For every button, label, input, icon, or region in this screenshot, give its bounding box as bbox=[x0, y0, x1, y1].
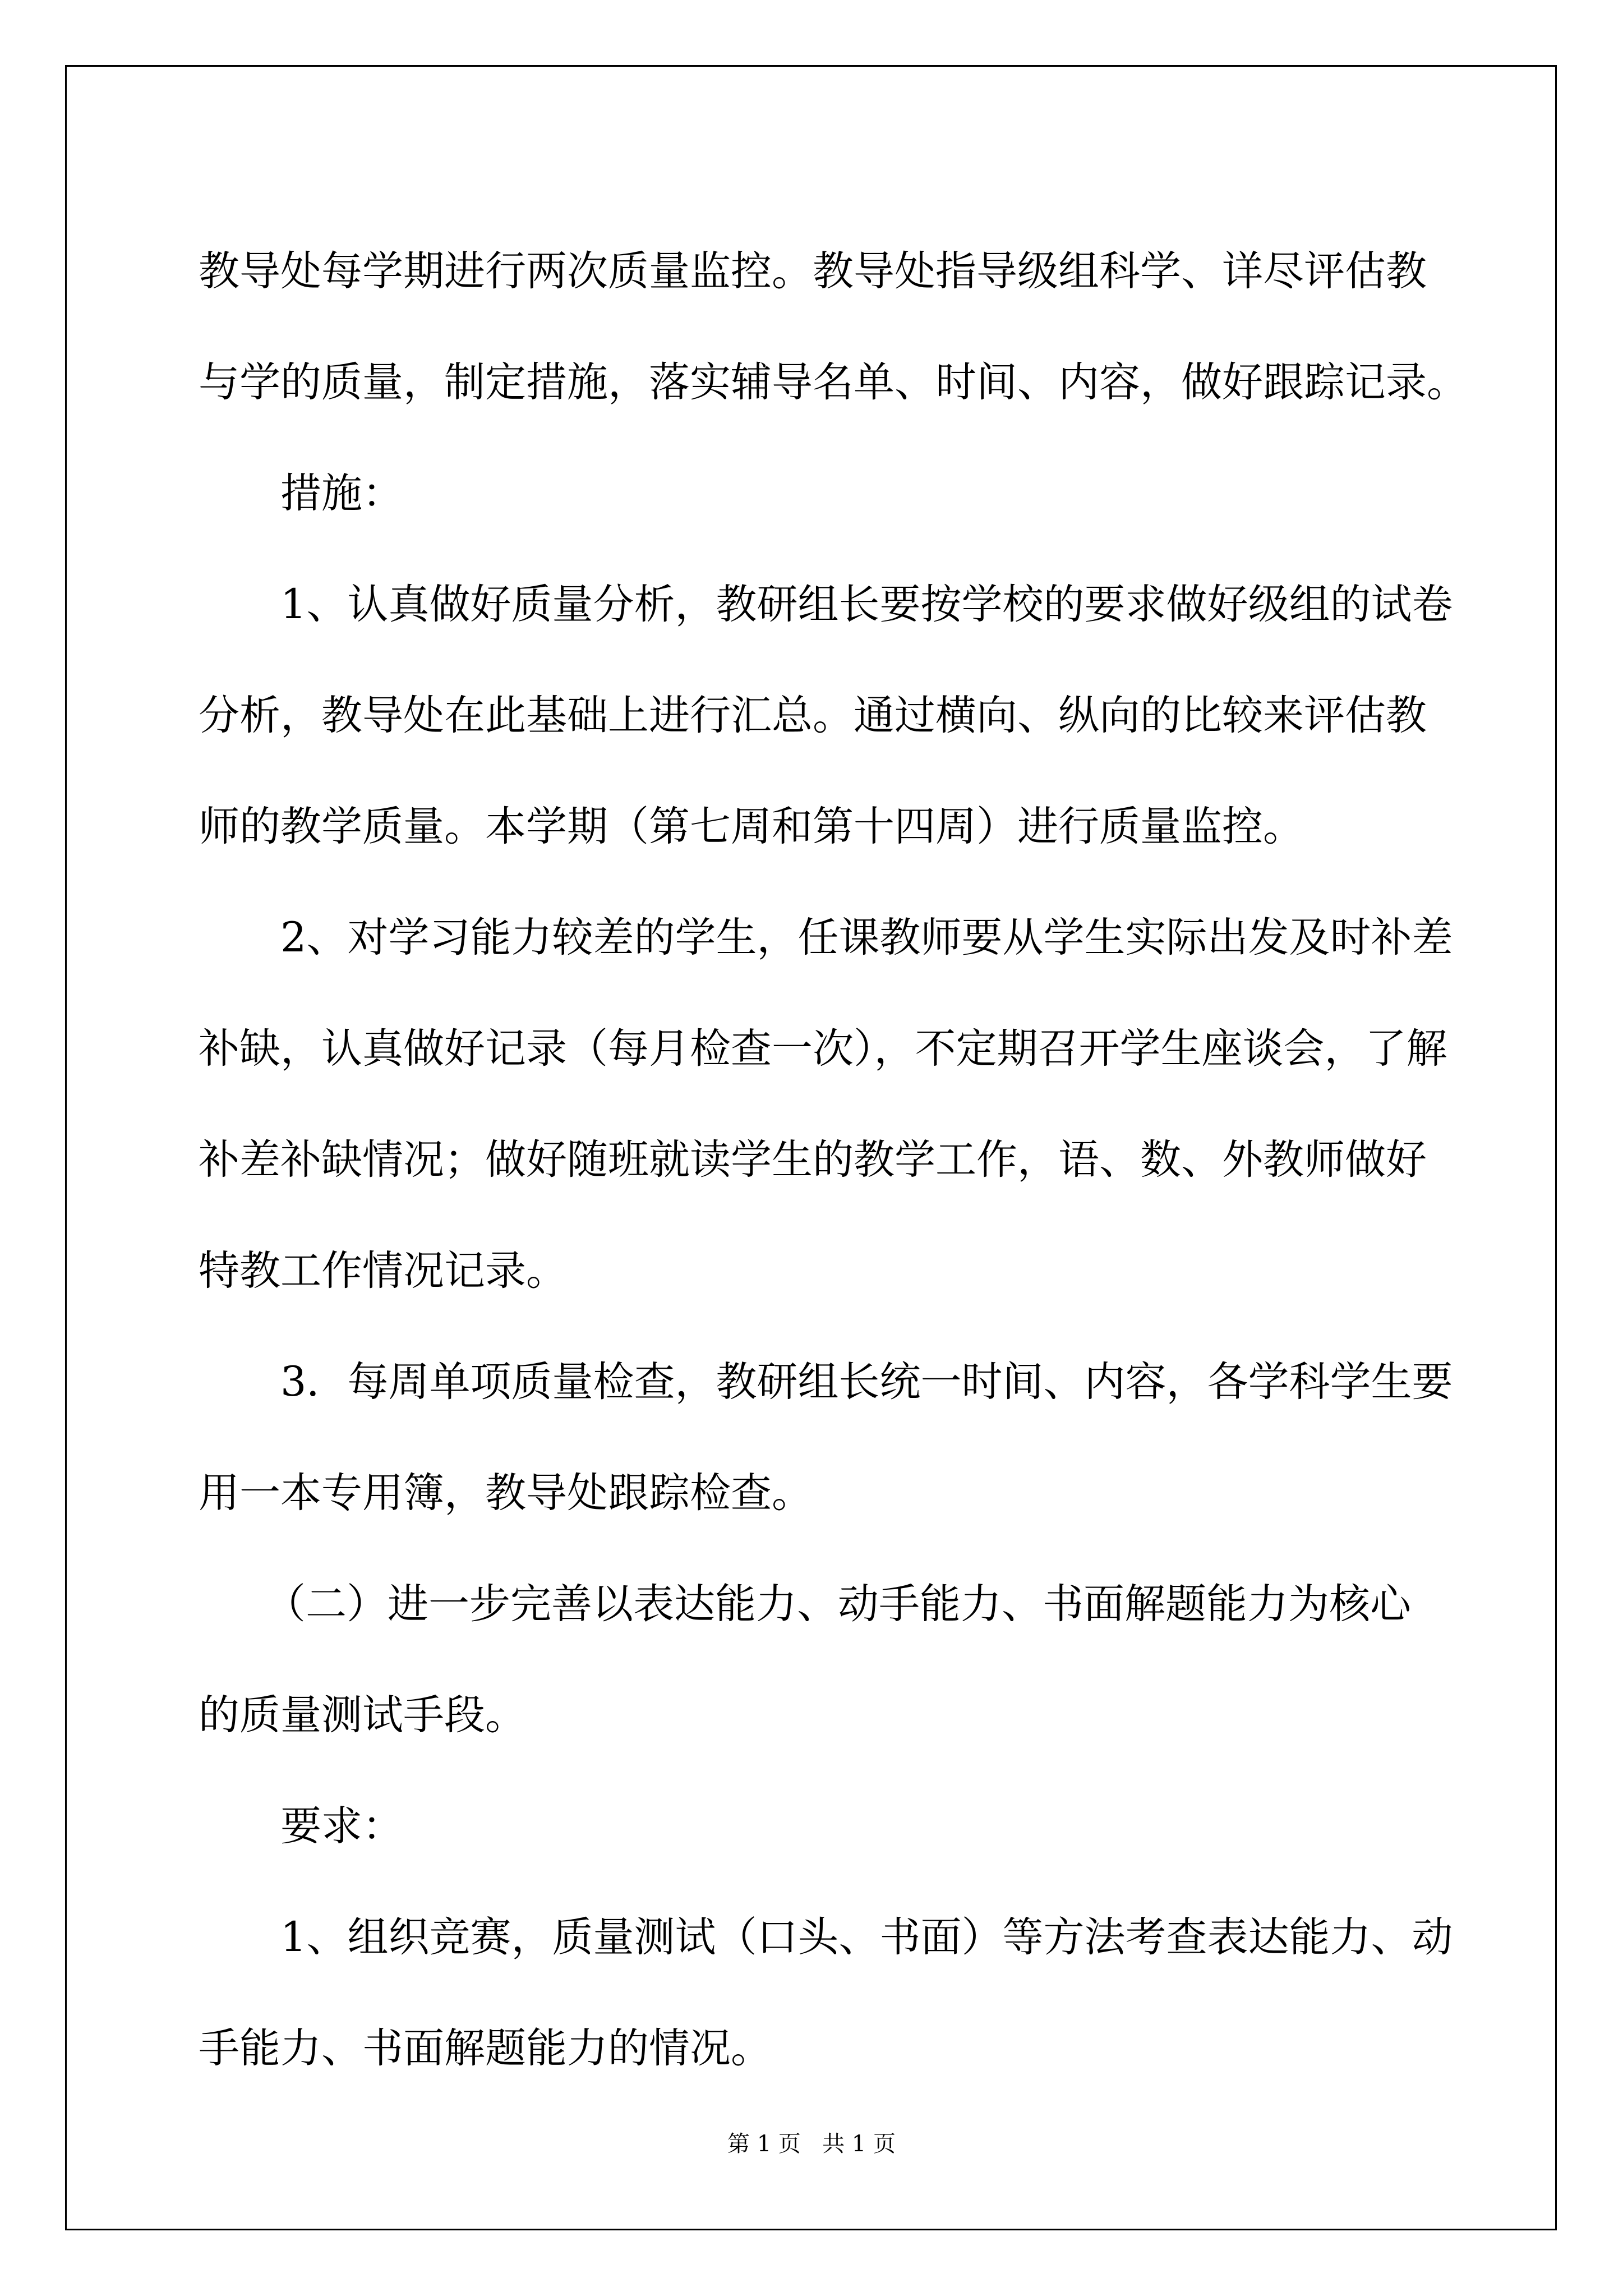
text-line: 师的教学质量。本学期（第七周和第十四周）进行质量监控。 bbox=[199, 803, 1304, 850]
document-body bbox=[199, 216, 1468, 2104]
page-number: 第 1 页 bbox=[727, 2131, 801, 2157]
text-line: 手能力、书面解题能力的情况。 bbox=[199, 2024, 772, 2072]
text-line: 1、组织竞赛，质量测试（口头、书面）等方法考查表达能力、动 bbox=[280, 1913, 1453, 1961]
page-footer bbox=[0, 2126, 1623, 2158]
text-line: 补差补缺情况；做好随班就读学生的教学工作，语、数、外教师做好 bbox=[199, 1136, 1427, 1184]
text-line: 要求： bbox=[280, 1802, 403, 1850]
text-line: 补缺，认真做好记录（每月检查一次），不定期召开学生座谈会，了解 bbox=[199, 1025, 1447, 1073]
text-line: 1、认真做好质量分析，教研组长要按学校的要求做好级组的试卷 bbox=[280, 581, 1453, 628]
text-line: 分析，教导处在此基础上进行汇总。通过横向、纵向的比较来评估教 bbox=[199, 692, 1427, 739]
text-line: （二）进一步完善以表达能力、动手能力、书面解题能力为核心 bbox=[265, 1580, 1411, 1628]
page-total: 共 1 页 bbox=[822, 2131, 896, 2157]
text-line: 用一本专用簿，教导处跟踪检查。 bbox=[199, 1469, 813, 1517]
text-line: 教导处每学期进行两次质量监控。教导处指导级组科学、详尽评估教 bbox=[199, 247, 1427, 295]
text-line: 2、对学习能力较差的学生，任课教师要从学生实际出发及时补差 bbox=[280, 914, 1453, 961]
text-line: 特教工作情况记录。 bbox=[199, 1247, 567, 1295]
text-line: 3．每周单项质量检查，教研组长统一时间、内容，各学科学生要 bbox=[280, 1358, 1453, 1406]
text-line: 措施： bbox=[280, 470, 403, 517]
text-line: 与学的质量，制定措施，落实辅导名单、时间、内容，做好跟踪记录。 bbox=[199, 358, 1468, 406]
text-line: 的质量测试手段。 bbox=[199, 1691, 526, 1739]
